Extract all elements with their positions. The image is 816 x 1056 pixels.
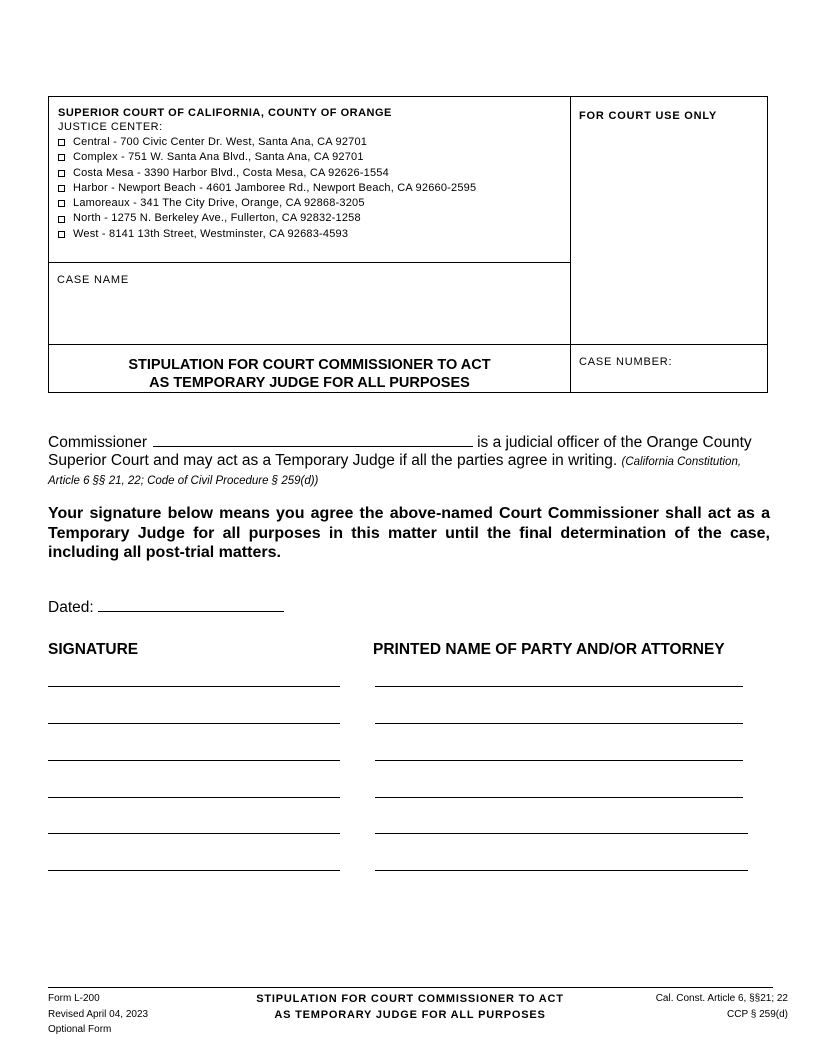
justice-center-list <box>58 135 570 242</box>
signature-line-6[interactable] <box>48 870 340 871</box>
commissioner-label: Commissioner <box>48 434 148 451</box>
footer-citation-2: CCP § 259(d) <box>727 1008 788 1020</box>
location-label: North - 1275 N. Berkeley Ave., Fullerton, CA 92832-1258 <box>73 212 361 225</box>
printed-name-line-2[interactable] <box>375 723 743 724</box>
location-option-harbor[interactable] <box>58 181 570 196</box>
location-option-central[interactable] <box>58 135 570 150</box>
location-option-lamoreaux[interactable] <box>58 196 570 211</box>
footer-citation-1: Cal. Const. Article 6, §§21; 22 <box>655 993 788 1004</box>
commissioner-name-field[interactable] <box>153 435 473 447</box>
form-title-line-2: AS TEMPORARY JUDGE FOR ALL PURPOSES <box>149 375 470 391</box>
printed-name-line-1[interactable] <box>375 686 743 687</box>
caption-left-column <box>49 97 571 392</box>
signature-line-3[interactable] <box>48 760 340 761</box>
court-title: SUPERIOR COURT OF CALIFORNIA, COUNTY OF ORANGE <box>58 107 392 119</box>
location-option-north[interactable] <box>58 211 570 226</box>
constitution-citation: (California Constitution, Article 6 §§ 21, 22; Code of Civil Procedure § 259(d)) <box>48 456 742 487</box>
location-label: Central - 700 Civic Center Dr. West, Santa Ana, CA 92701 <box>73 136 368 148</box>
checkbox[interactable] <box>58 200 65 207</box>
checkbox[interactable] <box>58 231 65 238</box>
caption-box <box>48 96 768 393</box>
printed-name-line-4[interactable] <box>375 797 743 798</box>
checkbox[interactable] <box>58 216 65 223</box>
printed-name-line-3[interactable] <box>375 760 743 761</box>
printed-name-column-header: PRINTED NAME OF PARTY AND/OR ATTORNEY <box>373 641 725 658</box>
court-use-only-label: FOR COURT USE ONLY <box>579 110 718 122</box>
footer-rule <box>48 987 773 988</box>
signature-column-header: SIGNATURE <box>48 641 139 658</box>
footer-title-line-1: STIPULATION FOR COURT COMMISSIONER TO ACT <box>256 993 564 1005</box>
date-field[interactable] <box>98 598 284 612</box>
form-number: Form L-200 <box>48 993 100 1004</box>
court-info-block <box>49 97 570 263</box>
justice-center-label: JUSTICE CENTER: <box>58 121 163 133</box>
location-label: Costa Mesa - 3390 Harbor Blvd., Costa Mesa, CA 92626-1554 <box>73 166 389 179</box>
signature-line-5[interactable] <box>48 833 340 834</box>
case-name-field[interactable] <box>49 263 570 345</box>
checkbox[interactable] <box>58 170 65 177</box>
location-label: Harbor - Newport Beach - 4601 Jamboree Rd., Newport Beach, CA 92660-2595 <box>73 181 477 194</box>
form-title <box>49 345 570 392</box>
form-title-line-1: STIPULATION FOR COURT COMMISSIONER TO ACT <box>128 357 491 373</box>
dated-label: Dated: <box>48 599 94 616</box>
case-number-field[interactable] <box>571 345 767 368</box>
commissioner-text: is a judicial officer of the Orange County Superior Court and may act as a Temporary Judge if all the parties agree in writing. <box>48 434 752 469</box>
commissioner-paragraph <box>48 434 772 490</box>
footer-title-line-2: AS TEMPORARY JUDGE FOR ALL PURPOSES <box>274 1009 546 1021</box>
optional-form-label: Optional Form <box>48 1024 112 1035</box>
signature-line-2[interactable] <box>48 723 340 724</box>
court-use-only-box <box>571 97 767 345</box>
location-label: Complex - 751 W. Santa Ana Blvd., Santa Ana, CA 92701 <box>73 151 364 164</box>
checkbox[interactable] <box>58 139 65 146</box>
footer-title <box>230 991 590 1023</box>
location-option-complex[interactable] <box>58 150 570 165</box>
checkbox[interactable] <box>58 154 65 161</box>
location-label: Lamoreaux - 341 The City Drive, Orange, CA 92868-3205 <box>73 197 365 210</box>
location-label: West - 8141 13th Street, Westminster, CA 92683-4593 <box>73 227 349 240</box>
footer-form-info <box>48 991 148 1038</box>
printed-name-line-6[interactable] <box>375 870 748 871</box>
dated-row <box>48 598 284 617</box>
case-name-label: CASE NAME <box>57 274 129 286</box>
agreement-paragraph: Your signature below means you agree the above-named Court Commissioner shall act as a Temporary Judge for all purposes in this matter until the final determination of the case, including all post-trial matters. <box>48 505 770 561</box>
footer-citations <box>656 991 788 1022</box>
location-option-costa-mesa[interactable] <box>58 166 570 181</box>
case-number-label: CASE NUMBER: <box>579 356 673 368</box>
location-option-west[interactable] <box>58 227 570 242</box>
printed-name-line-5[interactable] <box>375 833 748 834</box>
caption-right-column <box>571 97 767 392</box>
checkbox[interactable] <box>58 185 65 192</box>
revised-date: Revised April 04, 2023 <box>48 1008 149 1020</box>
signature-line-4[interactable] <box>48 797 340 798</box>
signature-line-1[interactable] <box>48 686 340 687</box>
